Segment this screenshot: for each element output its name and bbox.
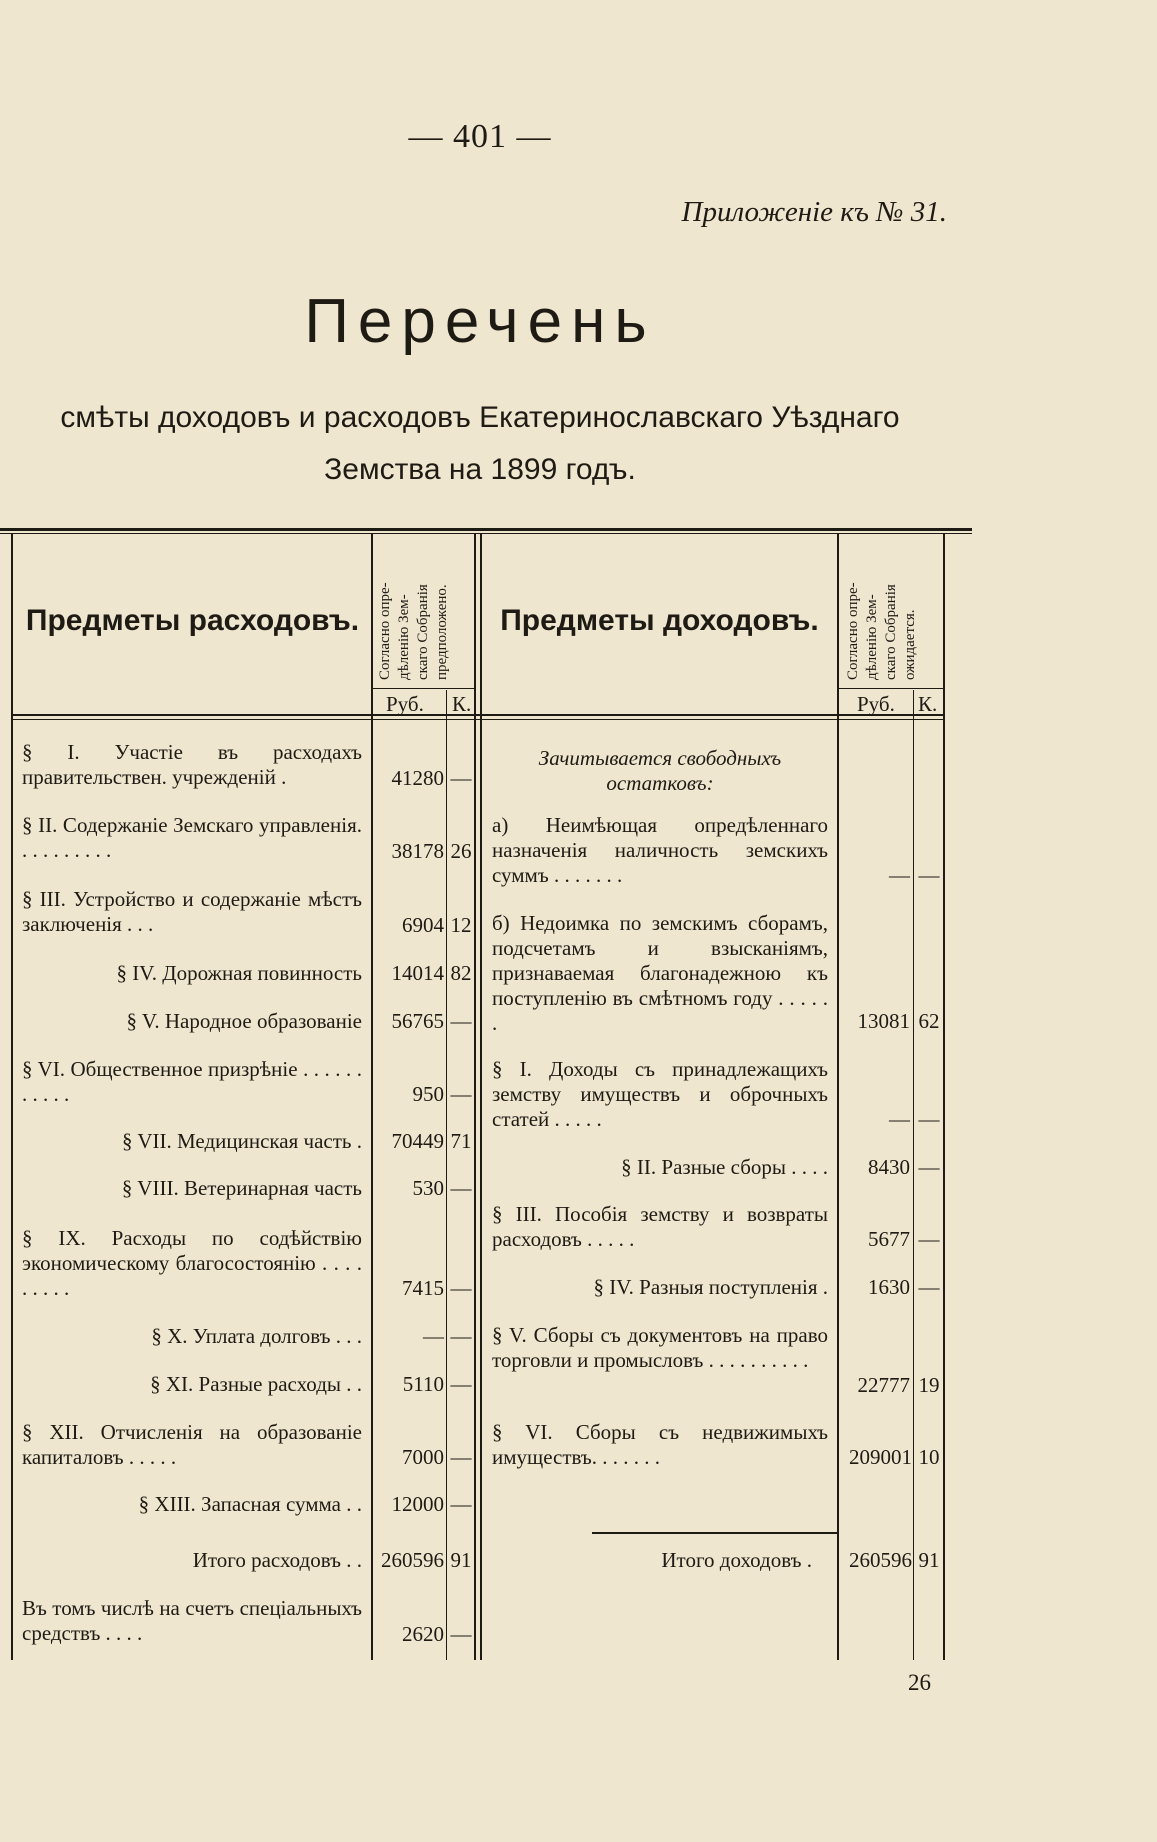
expense-kop: —	[450, 1324, 472, 1348]
income-kop: 10	[918, 1445, 940, 1469]
income-rub: 22777	[857, 1373, 910, 1397]
expense-label: § I. Участіе въ расходахъ правительствен. учрежденій .	[22, 740, 362, 789]
income-kop: —	[918, 1275, 940, 1299]
income-rub: 1630	[868, 1275, 910, 1299]
expense-rub: 6904	[402, 913, 444, 937]
income-label: § I. Доходы съ принадлежащихъ земству имуществъ и оброчныхъ статей . . . . .	[492, 1057, 828, 1131]
income-rub: 5677	[868, 1227, 910, 1251]
expense-amount-left-border	[371, 534, 373, 1660]
center-double-border	[480, 534, 482, 1660]
expense-kop: —	[450, 766, 472, 790]
expense-kop: —	[450, 1276, 472, 1300]
expense-kop: —	[450, 1445, 472, 1469]
income-label: § VI. Сборы съ недвижимыхъ имуществъ. . . . . . .	[492, 1420, 828, 1469]
expense-total-label: Итого расходовъ . .	[192, 1548, 362, 1572]
expense-kop: —	[450, 1492, 472, 1516]
expense-kop-unit: К.	[452, 692, 472, 716]
income-kop: —	[918, 863, 940, 887]
income-kop: —	[918, 1155, 940, 1179]
expense-label: § IV. Дорожная повинность	[116, 961, 362, 985]
expense-label: § X. Уплата долговъ . . .	[151, 1324, 362, 1348]
expense-kop: —	[450, 1372, 472, 1396]
expense-rub: 530	[412, 1176, 444, 1200]
income-rub: 13081	[857, 1009, 910, 1033]
expense-special-rub: 2620	[402, 1622, 444, 1646]
table-top-rule	[0, 528, 972, 531]
income-rub: 209001	[849, 1445, 912, 1469]
expense-label: § VII. Медицинская часть .	[122, 1129, 362, 1153]
income-total-rub: 260596	[849, 1548, 912, 1572]
income-kop-divider	[913, 690, 914, 1660]
expense-rub: 70449	[391, 1129, 444, 1153]
footer-sheet-number: 26	[908, 1670, 931, 1695]
expense-total-rub: 260596	[381, 1548, 444, 1572]
subtitle-line-1: смѣты доходовъ и расходовъ Екатеринославскаго Уѣзднаго	[60, 401, 900, 434]
expense-label: § XI. Разные расходы . .	[150, 1372, 362, 1396]
expense-label: § V. Народное образованіе	[126, 1009, 362, 1033]
expense-special-label: Въ томъ числѣ на счетъ спеціальныхъ средствъ . . . .	[22, 1596, 362, 1645]
appendix-note: Приложеніе къ № 31.	[681, 196, 947, 228]
income-kop: 62	[918, 1009, 940, 1033]
expense-rub: 12000	[391, 1492, 444, 1516]
income-rub: 8430	[868, 1155, 910, 1179]
page-subtitle	[0, 392, 960, 496]
expense-kop: 71	[450, 1129, 472, 1153]
expense-kop: 12	[450, 913, 472, 937]
expense-rub: 41280	[391, 766, 444, 790]
income-label: б) Недоимка по земскимъ сборамъ, подсчетамъ и взысканіямъ, признаваемая благонадежною къ поступленію въ смѣтномъ году . . . . . .	[492, 911, 828, 1035]
expense-rub: 7000	[402, 1445, 444, 1469]
expense-kop: 26	[450, 839, 472, 863]
income-total-kop: 91	[918, 1548, 940, 1572]
expense-unit-rule	[371, 688, 475, 689]
expense-rub-unit: Руб.	[386, 692, 424, 716]
subtitle-line-2: Земства на 1899 годъ.	[324, 453, 636, 486]
expense-amount-right-border	[474, 534, 476, 1660]
income-label: а) Неимѣющая опредѣленнаго назначенія наличность земскихъ суммъ . . . . . . .	[492, 813, 828, 887]
expense-rub: 38178	[391, 839, 444, 863]
expense-label: § III. Устройство и содержаніе мѣстъ заключенія . . .	[22, 887, 362, 936]
expense-label: § VI. Общественное призрѣніе . . . . . . . . . . .	[22, 1057, 362, 1106]
income-label: § IV. Разныя поступленія .	[593, 1275, 828, 1299]
expense-rub: 14014	[391, 961, 444, 985]
expense-label: § II. Содержаніе Земскаго управленія. . . . . . . . . .	[22, 813, 362, 862]
income-kop: 19	[918, 1373, 940, 1397]
income-rub-unit: Руб.	[857, 692, 895, 716]
expense-label: § VIII. Ветеринарная часть	[121, 1176, 362, 1200]
income-rub: —	[889, 1107, 910, 1131]
expenses-header: Предметы расходовъ.	[25, 604, 360, 637]
expense-kop: —	[450, 1082, 472, 1106]
expense-kop: 82	[450, 961, 472, 985]
expense-rub: 7415	[402, 1276, 444, 1300]
header-bottom-rule-2	[11, 719, 944, 720]
income-unit-rule	[837, 688, 944, 689]
expense-total-kop: 91	[450, 1548, 472, 1572]
income-amount-right-border	[943, 534, 945, 1660]
page-number: — 401 —	[408, 118, 552, 155]
income-header: Предметы доходовъ.	[500, 604, 819, 637]
expense-amount-header: Согласно опре- дѣленію Зем- скаго Собранія предположено.	[377, 582, 450, 680]
income-kop: —	[918, 1107, 940, 1131]
table-left-border	[11, 534, 13, 1660]
income-label: § III. Пособія земству и возвраты расходовъ . . . . .	[492, 1202, 828, 1251]
expense-kop: —	[450, 1009, 472, 1033]
income-intro: Зачитывается свободныхъ остатковъ:	[538, 746, 782, 795]
expense-rub: 5110	[402, 1372, 444, 1396]
income-total-label: Итого доходовъ .	[661, 1548, 812, 1572]
header-bottom-rule	[11, 714, 944, 716]
page-title: Перечень	[304, 287, 656, 356]
table-top-rule-2	[0, 533, 972, 534]
income-kop-unit: К.	[918, 692, 938, 716]
income-total-rule	[592, 1532, 837, 1534]
income-kop: —	[918, 1227, 940, 1251]
expense-label: § IX. Расходы по содѣйствію экономическому благосостоянію . . . . . . . . .	[22, 1226, 362, 1300]
expense-special-kop: —	[450, 1622, 472, 1646]
income-label: § II. Разные сборы . . . .	[621, 1155, 828, 1179]
expense-label: § XII. Отчисленія на образованіе капиталовъ . . . . .	[22, 1420, 362, 1469]
income-label: § V. Сборы съ документовъ на право торговли и промысловъ . . . . . . . . . .	[492, 1323, 828, 1372]
expense-rub: 56765	[391, 1009, 444, 1033]
income-amount-left-border	[837, 534, 839, 1660]
expense-label: § XIII. Запасная сумма . .	[138, 1492, 362, 1516]
income-amount-header: Согласно опре- дѣленію Зем- скаго Собранія ожидается.	[845, 582, 918, 680]
income-rub: —	[889, 863, 910, 887]
expense-kop-divider	[446, 690, 447, 1660]
expense-rub: 950	[412, 1082, 444, 1106]
expense-kop: —	[450, 1176, 472, 1200]
expense-rub: —	[423, 1324, 444, 1348]
